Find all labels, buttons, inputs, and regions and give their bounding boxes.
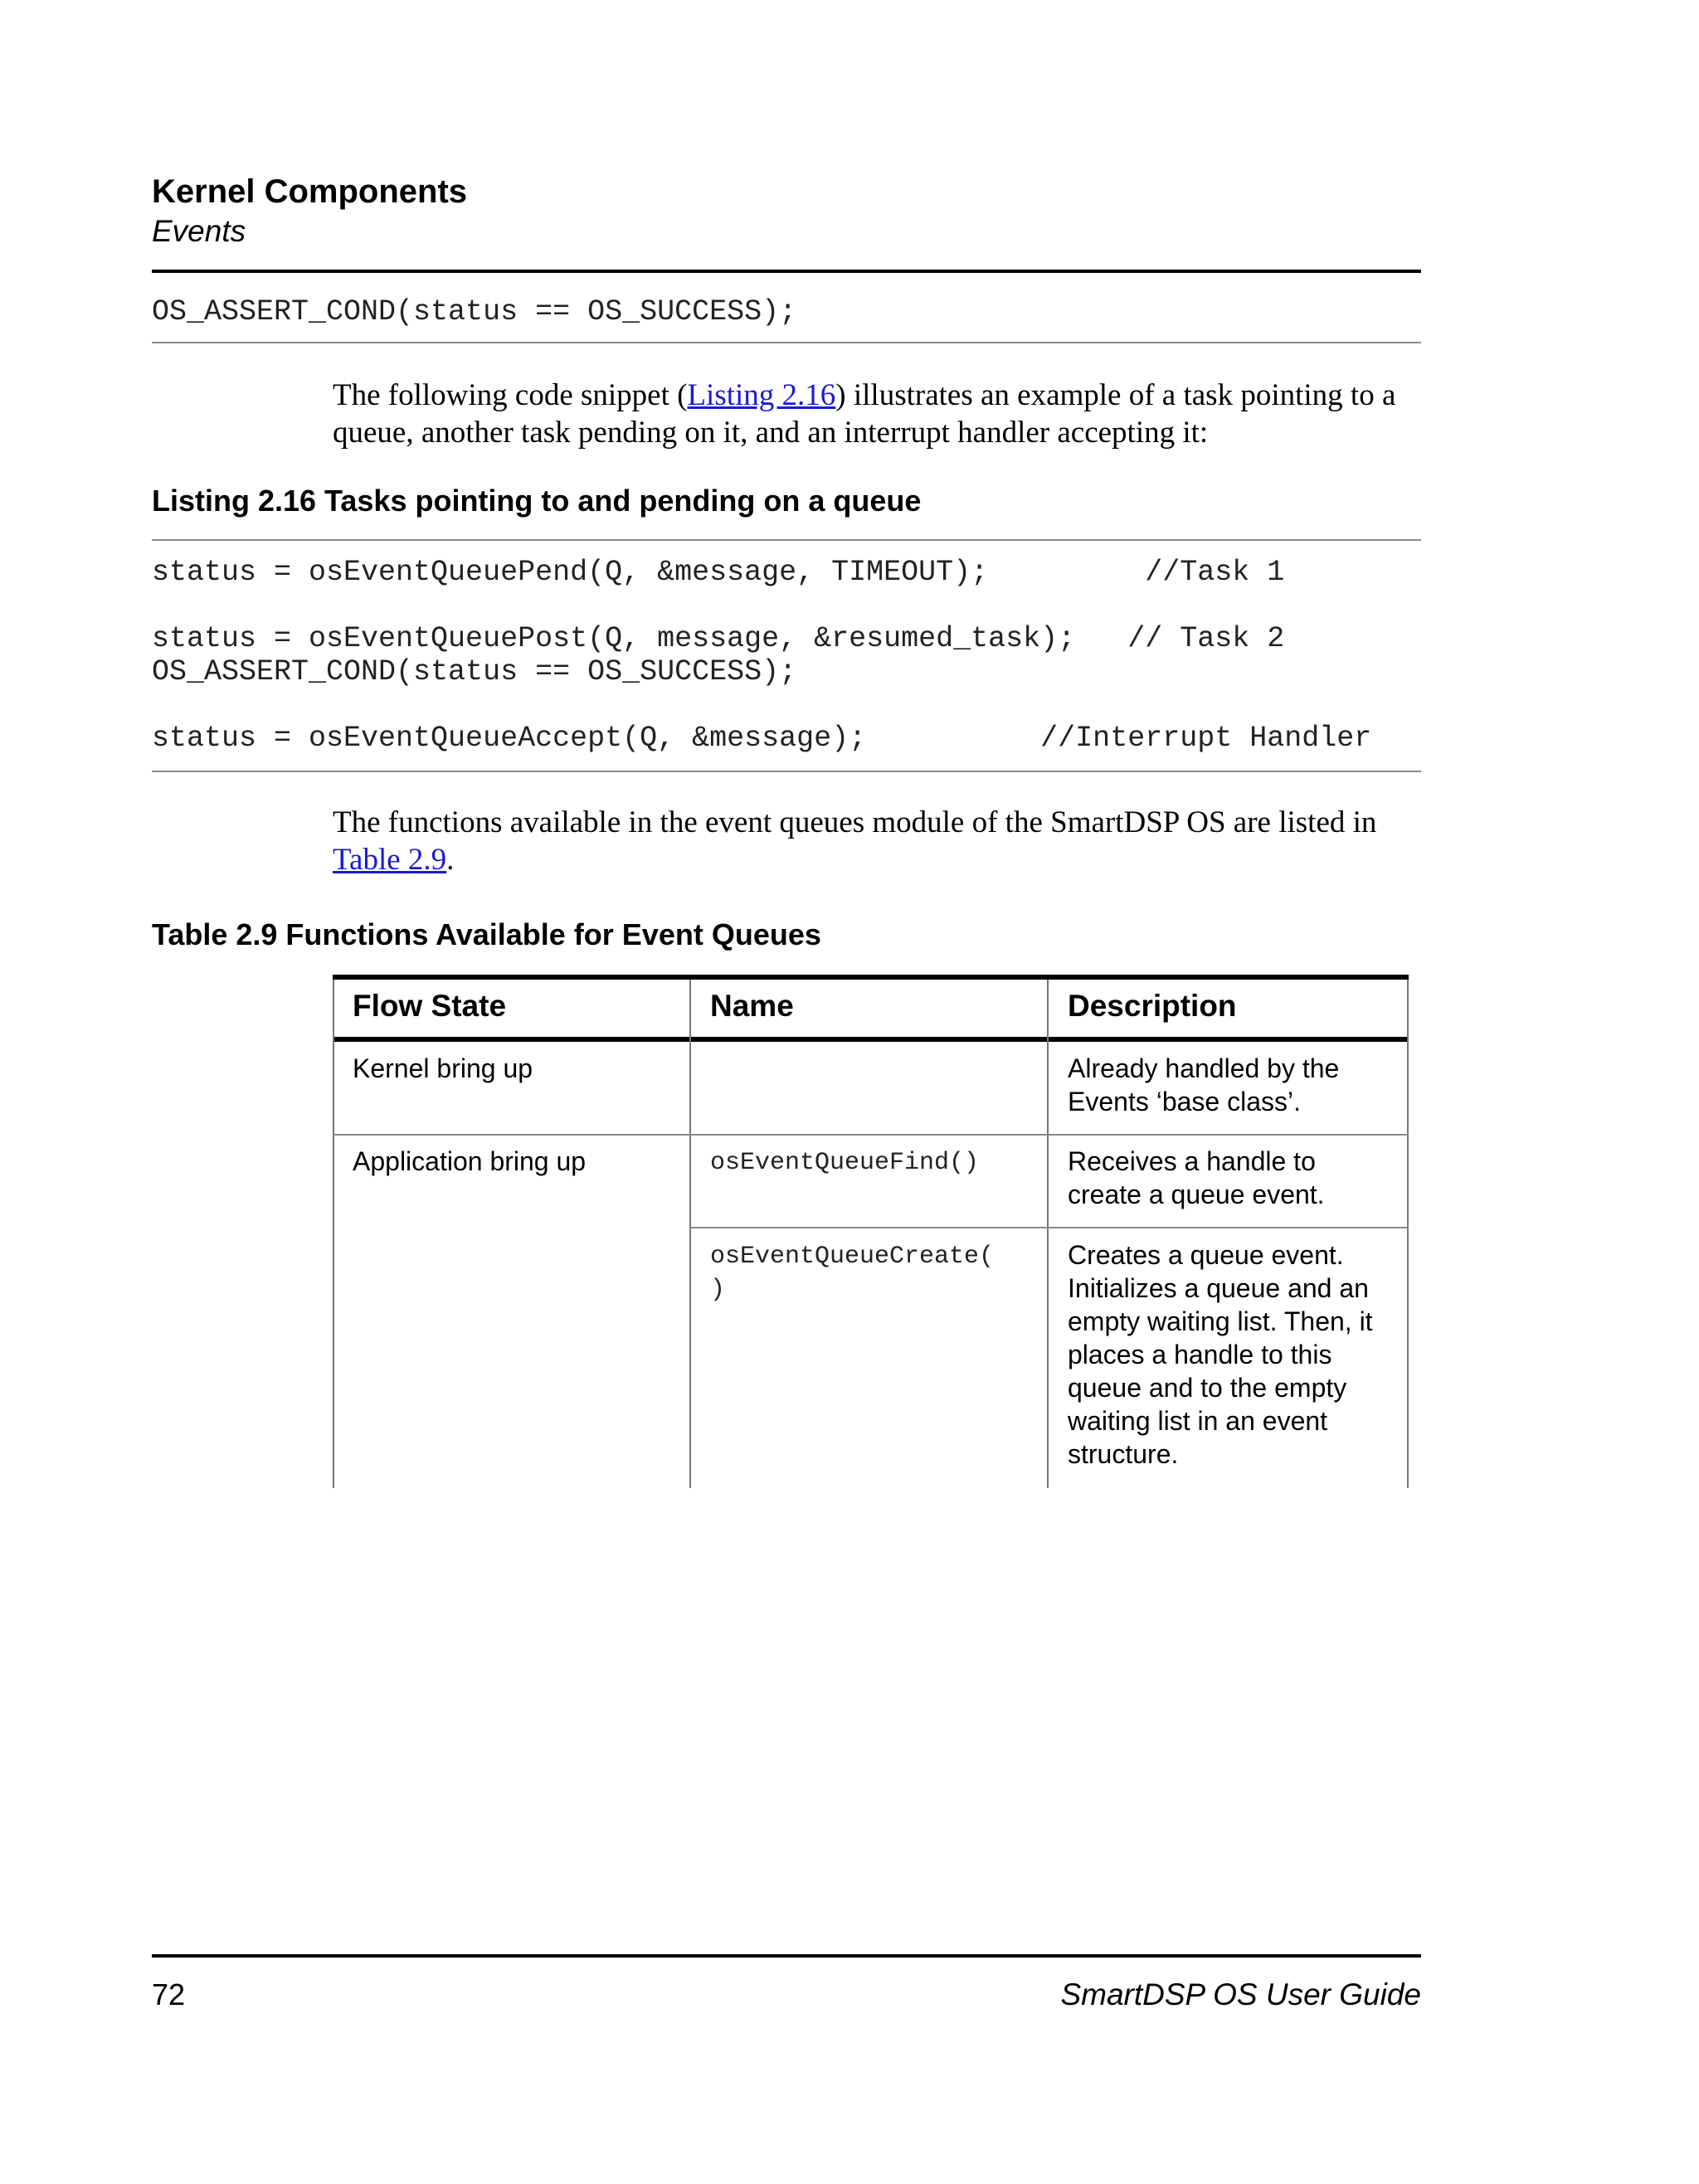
header-rule: [152, 270, 1421, 273]
description-line: Initializes a queue and an: [1068, 1273, 1369, 1303]
table-row-divider: [333, 1134, 1409, 1136]
description-line: empty waiting list. Then, it: [1068, 1306, 1373, 1336]
guide-title: SmartDSP OS User Guide: [1060, 1977, 1421, 2011]
table-header-rule: [333, 1037, 1409, 1042]
chapter-title: Kernel Components: [152, 173, 468, 210]
table-header-flow-state: Flow State: [353, 989, 507, 1023]
listing-rule-bottom: [152, 771, 1421, 772]
description-line: queue and to the empty: [1068, 1373, 1347, 1403]
table-cell-name: [710, 1240, 994, 1306]
description-line: structure.: [1068, 1439, 1179, 1469]
table-column-divider: [1047, 980, 1049, 1488]
intro-paragraph: [333, 377, 1428, 451]
description-line: waiting list in an event: [1068, 1406, 1328, 1436]
functions-paragraph: [333, 804, 1428, 878]
table-cell-flow-state: Kernel bring up: [353, 1053, 533, 1083]
listing-rule-top: [152, 539, 1421, 541]
code-line: status = osEventQueueAccept(Q, &message); //Interrupt Handler: [152, 722, 1372, 755]
description-line: Creates a queue event.: [1068, 1240, 1344, 1270]
table-cell-flow-state: Application bring up: [353, 1146, 587, 1176]
intro-text-before: The following code snippet (: [333, 378, 688, 412]
functions-text-end: .: [446, 843, 455, 877]
table-cell-name: osEventQueueFind(): [710, 1149, 980, 1177]
code-line: status = osEventQueuePost(Q, message, &resumed_task); // Task 2: [152, 622, 1285, 655]
section-title: Events: [152, 214, 246, 248]
table-link[interactable]: Table 2.9: [333, 843, 447, 877]
description-line: places a handle to this: [1068, 1340, 1332, 1369]
intro-text-line2: queue, another task pending on it, and an interrupt handler accepting it:: [333, 416, 1209, 450]
code-line: OS_ASSERT_COND(status == OS_SUCCESS);: [152, 295, 797, 328]
table-caption: Table 2.9 Functions Available for Event Queues: [152, 917, 821, 951]
table-border-right: [1407, 980, 1409, 1488]
footer-rule: [152, 1954, 1421, 1958]
table-cell-description: [1068, 1145, 1325, 1211]
description-line: Events ‘base class’.: [1068, 1087, 1302, 1116]
table-row-divider: [689, 1227, 1409, 1228]
description-line: Receives a handle to: [1068, 1146, 1316, 1176]
table-header-name: Name: [710, 989, 794, 1023]
table-column-divider: [689, 980, 691, 1488]
description-line: create a queue event.: [1068, 1180, 1325, 1209]
code-rule-bottom: [152, 342, 1421, 343]
page-number: 72: [152, 1977, 186, 2011]
table-cell-description: [1068, 1052, 1339, 1118]
table-header-description: Description: [1068, 989, 1237, 1023]
name-line: ): [710, 1276, 726, 1304]
table-top-rule: [333, 975, 1409, 980]
name-line: osEventQueueCreate(: [710, 1243, 995, 1271]
description-line: Already handled by the: [1068, 1053, 1340, 1083]
code-line: status = osEventQueuePend(Q, &message, TIMEOUT); //Task 1: [152, 556, 1285, 589]
functions-text: The functions available in the event queues module of the SmartDSP OS are listed in: [333, 805, 1377, 839]
intro-text-after: ) illustrates an example of a task pointing to a: [835, 378, 1396, 412]
table-cell-description: [1068, 1238, 1373, 1471]
table-border-left: [333, 980, 334, 1488]
listing-link[interactable]: Listing 2.16: [687, 378, 836, 412]
code-line: OS_ASSERT_COND(status == OS_SUCCESS);: [152, 655, 797, 688]
listing-caption: Listing 2.16 Tasks pointing to and pending on a queue: [152, 484, 922, 518]
